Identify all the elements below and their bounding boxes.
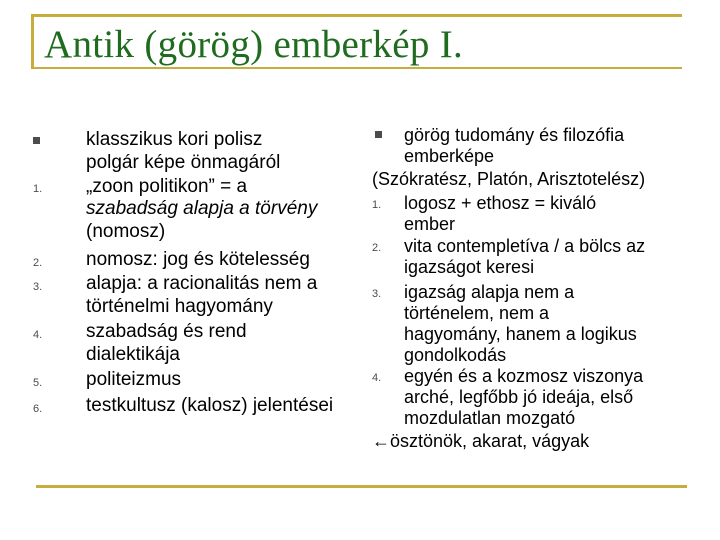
square-bullet-icon — [33, 137, 40, 144]
left-item-4-line-1: dialektikája — [86, 344, 180, 365]
right-item-1-marker: 1. — [372, 199, 382, 211]
left-item-6-marker: 6. — [33, 403, 43, 415]
bottom-rule — [36, 485, 687, 488]
right-item-4-line-1: arché, legfőbb jó ideája, első — [404, 387, 634, 407]
right-footer: ←ösztönök, akarat, vágyak — [372, 431, 590, 451]
right-item-2-line-1: igazságot keresi — [404, 257, 535, 277]
left-item-3-line-1: történelmi hagyomány — [86, 296, 273, 317]
left-item-2-line-0: nomosz: jog és kötelesség — [86, 249, 310, 270]
left-item-3-line-0: alapja: a racionalitás nem a — [86, 273, 318, 294]
right-heading-line-1: emberképe — [404, 146, 495, 166]
right-item-2-line-0: vita contempletíva / a bölcs az — [404, 236, 646, 256]
left-item-1-line-0: „zoon politikon” = a — [86, 176, 248, 197]
left-item-1-line-1: szabadság alapja a törvény — [86, 198, 318, 219]
right-item-3-line-3: gondolkodás — [404, 345, 507, 365]
right-subheading: (Szókratész, Platón, Arisztotelész) — [372, 169, 646, 189]
left-item-5-marker: 5. — [33, 377, 43, 389]
left-item-1-line-2: (nomosz) — [86, 221, 166, 242]
right-item-4-marker: 4. — [372, 372, 382, 384]
right-item-3-marker: 3. — [372, 288, 382, 300]
left-item-2-marker: 2. — [33, 257, 43, 269]
left-item-4-marker: 4. — [33, 329, 43, 341]
right-item-3-line-2: hagyomány, hanem a logikus — [404, 324, 637, 344]
right-item-4-line-2: mozdulatlan mozgató — [404, 408, 576, 428]
slide-title: Antik (görög) emberkép I. — [44, 23, 464, 66]
left-item-1-marker: 1. — [33, 183, 43, 195]
right-item-1-line-1: ember — [404, 214, 456, 234]
right-item-3-line-1: történelem, nem a — [404, 303, 550, 323]
top-rule — [31, 14, 682, 17]
right-item-1-line-0: logosz + ethosz = kiváló — [404, 193, 597, 213]
left-item-0-line-0: klasszikus kori polisz — [86, 129, 263, 150]
title-vertical-rule — [31, 14, 34, 67]
left-item-0-line-1: polgár képe önmagáról — [86, 152, 281, 173]
left-item-5-line-0: politeizmus — [86, 369, 182, 390]
right-heading-line-0: görög tudomány és filozófia — [404, 125, 625, 145]
right-item-3-line-0: igazság alapja nem a — [404, 282, 575, 302]
title-underline-rule — [31, 67, 682, 69]
right-item-2-marker: 2. — [372, 242, 382, 254]
left-item-3-marker: 3. — [33, 281, 43, 293]
square-bullet-icon — [375, 131, 382, 138]
left-item-6-line-0: testkultusz (kalosz) jelentései — [86, 395, 334, 416]
right-item-4-line-0: egyén és a kozmosz viszonya — [404, 366, 644, 386]
left-item-4-line-0: szabadság és rend — [86, 321, 247, 342]
